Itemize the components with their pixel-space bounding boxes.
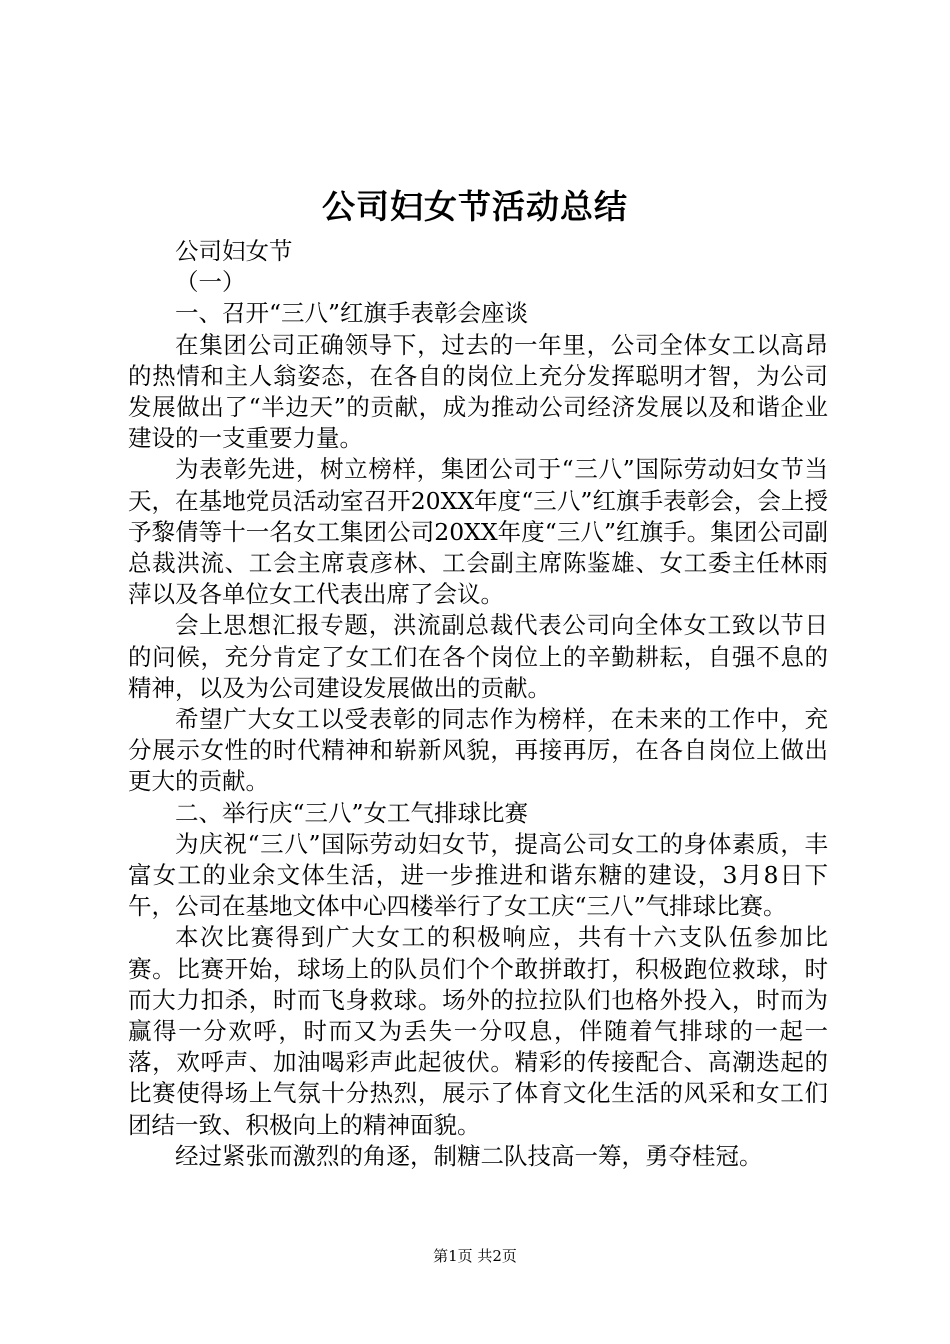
document-body [128, 236, 828, 1172]
page-footer: 第1页 共2页 [433, 1247, 517, 1265]
heading-section-1: 一、召开“三八”红旗手表彰会座谈 [175, 299, 529, 328]
paragraph: 希望广大女工以受表彰的同志作为榜样，在未来的工作中，充分展示女性的时代精神和崭新风貌，再接再厉，在各自岗位上做出更大的贡献。 [128, 705, 828, 796]
paragraph: 本次比赛得到广大女工的积极响应，共有十六支队伍参加比赛。比赛开始，球场上的队员们个个敢拼敢打，积极跑位救球，时而大力扣杀，时而飞身救球。场外的拉拉队们也格外投入，时而为赢得一分欢呼，时而又为丢失一分叹息，伴随着气排球的一起一落，欢呼声、加油喝彩声此起彼伏。精彩的传接配合、高潮迭起的比赛使得场上气氛十分热烈，展示了体育文化生活的风采和女工们团结一致、积极向上的精神面貌。 [128, 923, 828, 1139]
paragraph: 经过紧张而激烈的角逐，制糖二队技高一筹，勇夺桂冠。 [175, 1141, 763, 1170]
paragraph: 为庆祝“三八”国际劳动妇女节，提高公司女工的身体素质，丰富女工的业余文体生活，进一步推进和谐东糖的建设，3月8日下午，公司在基地文体中心四楼举行了女工庆“三八”气排球比赛。 [128, 829, 828, 921]
paragraph: 会上思想汇报专题，洪流副总裁代表公司向全体女工致以节日的问候，充分肯定了女工们在各个岗位上的辛勤耕耘，自强不息的精神，以及为公司建设发展做出的贡献。 [128, 611, 828, 702]
heading-section-2: 二、举行庆“三八”女工气排球比赛 [175, 798, 529, 827]
paragraph-section-number: （一） [175, 268, 246, 297]
paragraph: 在集团公司正确领导下，过去的一年里，公司全体女工以高昂的热情和主人翁姿态，在各自的岗位上充分发挥聪明才智，为公司发展做出了“半边天”的贡献，成为推动公司经济发展以及和谐企业建设的一支重要力量。 [128, 330, 828, 453]
paragraph: 为表彰先进，树立榜样，集团公司于“三八”国际劳动妇女节当天，在基地党员活动室召开20XX年度“三八”红旗手表彰会，会上授予黎倩等十一名女工集团公司20XX年度“三八”红旗手。集团公司副总裁洪流、工会主席袁彦林、工会副主席陈鉴雄、女工委主任林雨萍以及各单位女工代表出席了会议。 [128, 455, 828, 609]
document-title: 公司妇女节活动总结 [322, 187, 628, 226]
paragraph-subtitle: 公司妇女节 [175, 237, 293, 265]
